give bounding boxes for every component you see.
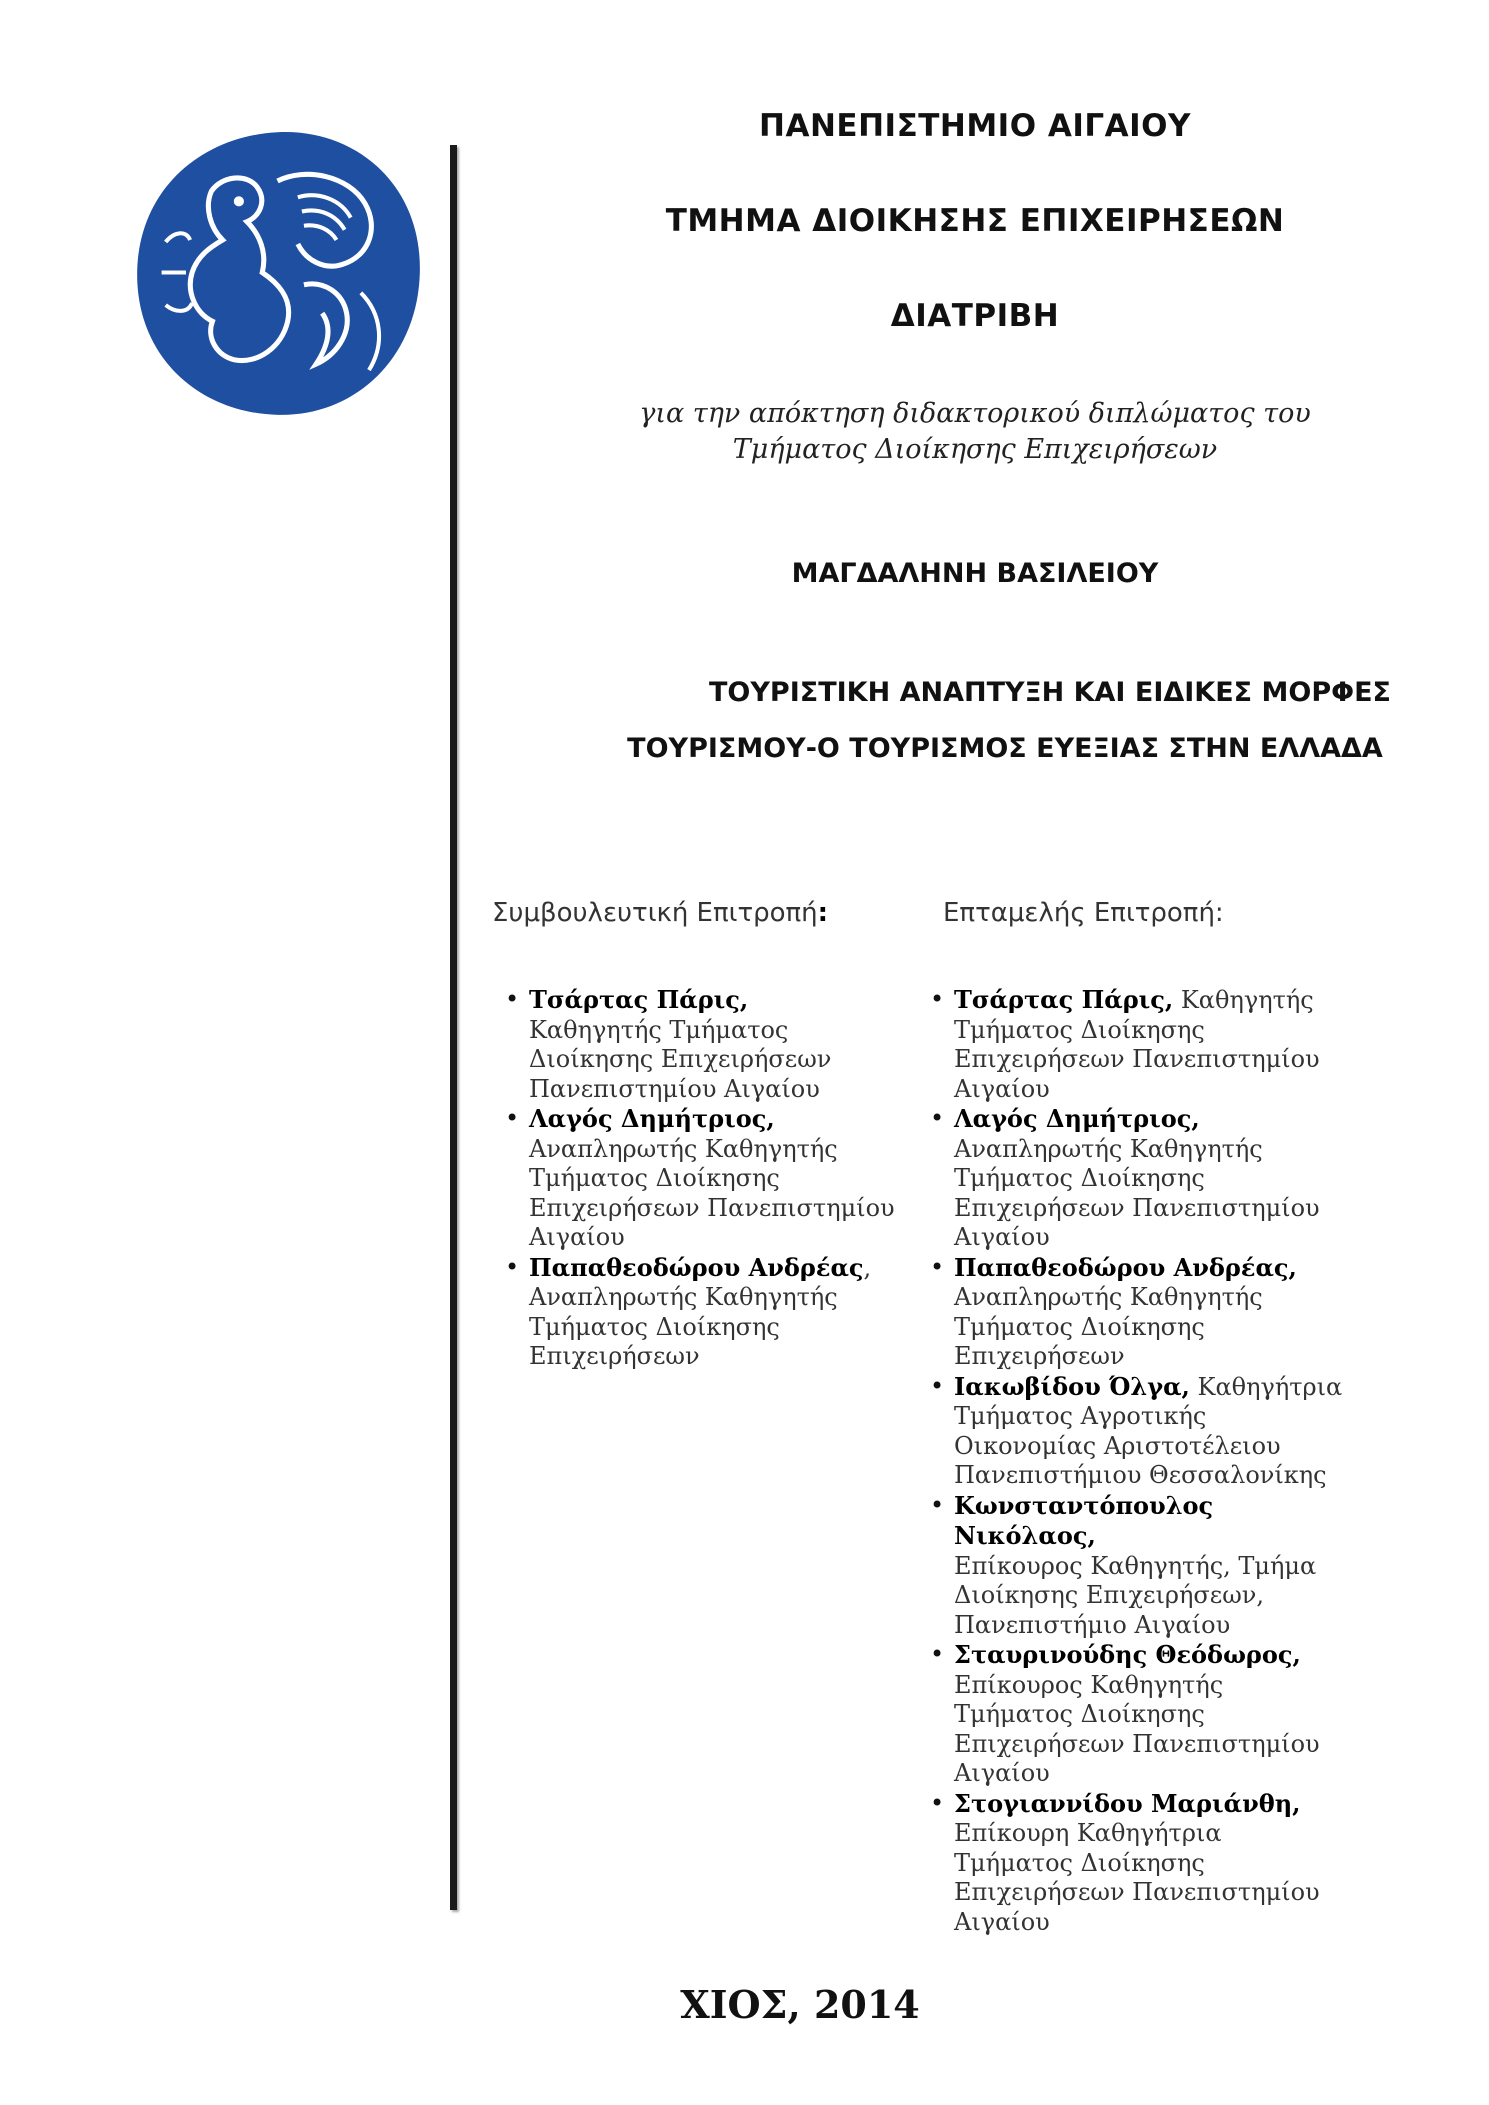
list-item: [930, 1789, 1360, 1938]
purpose-line-2: Τμήματος Διοίκησης Επιχειρήσεων: [732, 434, 1218, 465]
member-name: Λαγός Δημήτριος,: [954, 1104, 1200, 1133]
member-role: , Αναπληρωτής Καθηγητής Τμήματος Διοίκησης Επιχειρήσεων: [529, 1253, 872, 1370]
member-role: Αναπληρωτής Καθηγητής Τμήματος Διοίκησης Επιχειρήσεων Πανεπιστημίου Αιγαίου: [954, 1134, 1320, 1251]
member-role: Αναπληρωτής Καθηγητής Τμήματος Διοίκησης Επιχειρήσεων: [954, 1283, 1263, 1370]
member-role: Καθηγητής Τμήματος Διοίκησης Επιχειρήσεων Πανεπιστημίου Αιγαίου: [954, 986, 1320, 1103]
advisory-committee-list: [505, 985, 895, 1372]
list-item: [505, 1104, 895, 1253]
list-item: [930, 1491, 1360, 1641]
member-name: Κωνσταντόπουλος Νικόλαος,: [954, 1490, 1214, 1550]
list-item: [505, 1253, 895, 1372]
member-role: Αναπληρωτής Καθηγητής Τμήματος Διοίκησης Επιχειρήσεων Πανεπιστημίου Αιγαίου: [529, 1134, 895, 1251]
vertical-divider: [450, 145, 457, 1910]
university-emblem-icon: [125, 120, 430, 425]
university-name: ΠΑΝΕΠΙΣΤΗΜΙΟ ΑΙΓΑΙΟΥ: [759, 108, 1191, 144]
member-role: Επίκουρος Καθηγητής, Τμήμα Διοίκησης Επιχειρήσεων, Πανεπιστήμιο Αιγαίου: [954, 1551, 1317, 1639]
examining-committee-heading: Επταμελής Επιτροπή:: [943, 898, 1224, 928]
purpose-statement: [520, 396, 1430, 468]
list-item: [505, 985, 895, 1104]
member-name: Παπαθεοδώρου Ανδρέας: [529, 1252, 864, 1282]
member-role: Καθηγήτρια Τμήματος Αγροτικής Οικονομίας Αριστοτέλειου Πανεπιστήμιου Θεσσαλονίκης: [954, 1372, 1343, 1489]
department-name: ΤΜΗΜΑ ΔΙΟΙΚΗΣΗΣ ΕΠΙΧΕΙΡΗΣΕΩΝ: [665, 203, 1285, 239]
member-name: Λαγός Δημήτριος,: [529, 1104, 775, 1133]
list-item: [930, 1640, 1360, 1789]
member-name: Τσάρτας Πάρις,: [529, 985, 749, 1014]
author-name: ΜΑΓΔΑΛΗΝΗ ΒΑΣΙΛΕΙΟΥ: [791, 558, 1159, 589]
member-name: Στογιαννίδου Μαριάνθη,: [954, 1788, 1301, 1818]
thesis-title: [520, 665, 1430, 777]
advisory-heading-text: Συμβουλευτική Επιτροπή: [492, 898, 818, 928]
document-type: ΔΙΑΤΡΙΒΗ: [890, 298, 1060, 334]
list-item: [930, 1253, 1360, 1372]
list-item: [930, 1372, 1360, 1491]
member-name: Παπαθεοδώρου Ανδρέας,: [954, 1252, 1297, 1282]
place-and-year: ΧΙΟΣ, 2014: [680, 1982, 920, 2027]
member-role: Επίκουρος Καθηγητής Τμήματος Διοίκησης Επιχειρήσεων Πανεπιστημίου Αιγαίου: [954, 1670, 1320, 1787]
advisory-committee-heading: [492, 898, 828, 928]
thesis-title-line-1: ΤΟΥΡΙΣΤΙΚΗ ΑΝΑΠΤΥΞΗ ΚΑΙ ΕΙΔΙΚΕΣ ΜΟΡΦΕΣ: [709, 677, 1391, 708]
thesis-title-line-2: ΤΟΥΡΙΣΜΟΥ-Ο ΤΟΥΡΙΣΜΟΣ ΕΥΕΞΙΑΣ ΣΤΗΝ ΕΛΛΑΔΑ: [627, 733, 1383, 764]
member-name: Ιακωβίδου Όλγα,: [954, 1371, 1190, 1401]
member-role: Επίκουρη Καθηγήτρια Τμήματος Διοίκησης Επιχειρήσεων Πανεπιστημίου Αιγαίου: [954, 1819, 1320, 1936]
member-name: Τσάρτας Πάρις,: [954, 985, 1174, 1014]
examining-committee-list: [930, 985, 1360, 1937]
list-item: [930, 1104, 1360, 1253]
list-item: [930, 985, 1360, 1104]
advisory-heading-colon: :: [817, 898, 829, 928]
member-name: Σταυρινούδης Θεόδωρος,: [954, 1640, 1301, 1669]
member-role: Καθηγητής Τμήματος Διοίκησης Επιχειρήσεων Πανεπιστημίου Αιγαίου: [529, 1015, 832, 1103]
purpose-line-1: για την απόκτηση διδακτορικού διπλώματος του: [639, 398, 1311, 429]
